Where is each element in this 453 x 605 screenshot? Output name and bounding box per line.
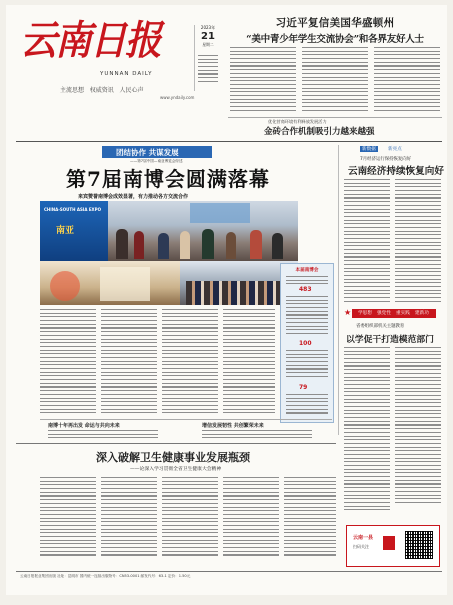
right-mid-title: 以学促干打造模范部门 [346, 335, 434, 345]
party-emblem-icon: ★ [344, 308, 352, 317]
right-top-kicker: 7月经济运行保持恢复向好 [360, 157, 412, 162]
top-story-title-1: 习近平复信美国华盛顿州 [275, 17, 395, 29]
second-story-title: 金砖合作机制吸引力越来越强 [264, 127, 375, 137]
tag-new-data: 新数据 [362, 147, 376, 152]
footer-imprint: 云南日报报业集团出版 社址：昆明市 国内统一连续出版物号：CN53-0001 邮发代号：63-1 定价：1.50元 [20, 574, 191, 578]
theme-banner-4: 建新功 [415, 311, 429, 316]
main-story-body-1 [40, 309, 96, 416]
top-story [228, 11, 442, 121]
caption-right: 增信发展韧性 共创繁荣未来 [202, 423, 264, 429]
slogan-3: 人民心声 [119, 87, 144, 94]
red-seal-icon [383, 536, 395, 550]
right-mid-kicker: 省委组织部机关主题教育 [356, 324, 405, 329]
main-story-banner-text: 团结协作 共谋发展 [116, 148, 179, 157]
main-story-banner [102, 146, 212, 158]
health-story-subtitle: ——论深入学习贯彻全省卫生健康大会精神 [130, 467, 222, 472]
main-story-subtitle: 来宾赞誉南博会成效显著，有力推动各方交流合作 [78, 194, 189, 200]
right-top-tags [344, 145, 442, 155]
right-top-title: 云南经济持续恢复向好 [348, 166, 444, 177]
masthead-logo-en: YUNNAN DAILY [100, 71, 153, 77]
expo-stat-3: 79 [299, 384, 308, 391]
date-year: 2023年 [200, 25, 216, 30]
theme-banner [352, 309, 436, 318]
photo-exhibit [40, 261, 180, 305]
theme-banner-2: 强党性 [377, 311, 391, 316]
masthead-slogan [60, 85, 144, 94]
theme-banner-1: 学思想 [358, 311, 372, 316]
expo-stat-2: 100 [299, 340, 312, 347]
expo-stat-1: 483 [299, 286, 312, 293]
promo-line-1: 云南一县 [353, 535, 374, 541]
main-story-body-3 [162, 309, 218, 416]
caption-left: 南博十年再出发 命运与共向未来 [48, 423, 120, 429]
second-story [228, 119, 442, 141]
promo-box [346, 525, 440, 567]
slogan-1: 主流思想 [60, 87, 85, 94]
slogan-2: 权威资讯 [89, 87, 114, 94]
newspaper-page [6, 5, 447, 595]
expo-stats-box [280, 263, 334, 423]
health-story-title: 深入破解卫生健康事业发展瓶颈 [96, 451, 250, 464]
date-day: 21 [201, 31, 215, 42]
tag-new-highlight: 新亮点 [388, 147, 402, 152]
masthead [20, 15, 220, 105]
qr-code-icon[interactable] [405, 531, 433, 559]
expo-stats-header: 本届南博会 [295, 268, 319, 273]
top-story-title-2: “美中青少年学生交流协会”和各界友好人士 [246, 34, 424, 45]
second-story-kicker: 优化营商环境有利释放发展活力 [268, 119, 327, 124]
photo-expo-sign: CHINA-SOUTH ASIA EXPO [44, 207, 101, 212]
date-weekday: 星期二 [202, 42, 214, 47]
photo-expo-sign-cn: 南亚 [56, 226, 75, 236]
main-story-body-2 [101, 309, 157, 416]
masthead-logo: 云南日报 [20, 17, 160, 64]
masthead-url: www.yndaily.com [160, 95, 195, 100]
date-block [194, 25, 221, 91]
main-photo [40, 201, 298, 261]
theme-banner-3: 重实践 [396, 311, 410, 316]
main-story-title: 第7届南博会圆满落幕 [66, 167, 270, 191]
main-story-body-4 [223, 309, 275, 416]
promo-line-2: 扫码关注 [353, 544, 369, 549]
main-story-banner-sub: ——第7届中国—南亚博览会综述 [130, 159, 183, 163]
